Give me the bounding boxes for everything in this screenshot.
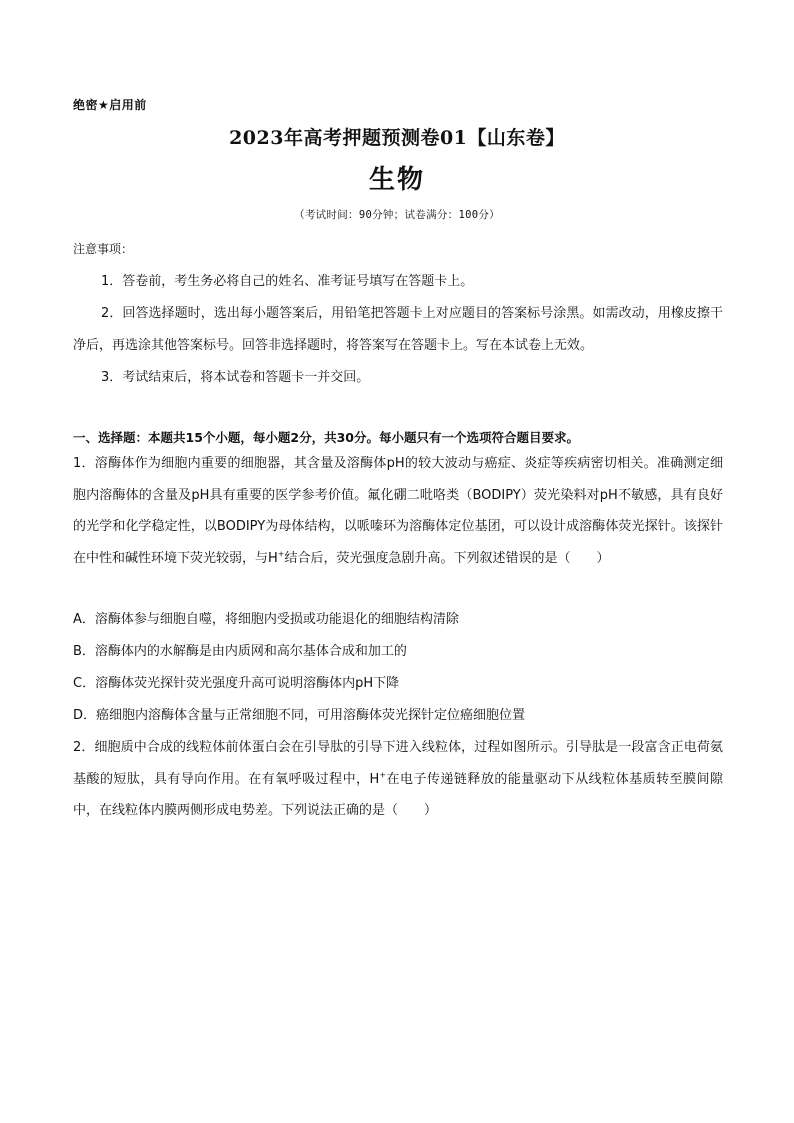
exam-title: 2023年高考押题预测卷01【山东卷】 <box>229 127 565 149</box>
question-1-option-c: C．溶酶体荧光探针荧光强度升高可说明溶酶体内pH下降 <box>73 676 400 691</box>
question-2-stem <box>73 732 723 827</box>
question-1-option-b: B．溶酶体内的水解酶是由内质网和高尔基体合成和加工的 <box>73 644 407 659</box>
note-item-2: 2．回答选择题时，选出每小题答案后，用铅笔把答题卡上对应题目的答案标号涂黑。如需改动，用橡皮擦干净后，再选涂其他答案标号。回答非选择题时，将答案写在答题卡上。写在本试卷上无效。 <box>73 306 723 353</box>
note-item-1: 1．答卷前，考生务必将自己的姓名、准考证号填写在答题卡上。 <box>101 274 474 289</box>
question-2-superscript: + <box>379 770 387 780</box>
question-1-stem-text-a: 1．溶酶体作为细胞内重要的细胞器，其含量及溶酶体pH的较大波动与癌症、炎症等疾病密切相关。准确测定细胞内溶酶体的含量及pH具有重要的医学参考价值。氟化硼二吡咯类（BODIPY）荧光染料对pH不敏感，具有良好的光学和化学稳定性，以BODIPY为母体结构，以哌嗪环为溶酶体定位基团，可以设计成溶酶体荧光探针。该探针在中性和碱性环境下荧光较弱，与H <box>73 456 723 566</box>
exam-info: （考试时间：90分钟；试卷满分：100分） <box>294 209 500 221</box>
question-2-stem-text-b: 在电子传递链释放的能量驱动下从线粒体基质转至膜间隙中，在线粒体内膜两侧形成电势差。下列说法正确的是（ ） <box>73 771 723 818</box>
question-1-superscript: + <box>277 549 285 559</box>
question-1-stem-text-b: 结合后，荧光强度急剧升高。下列叙述错误的是（ ） <box>284 550 610 566</box>
question-1-stem <box>73 448 723 574</box>
confidential-label: 绝密★启用前 <box>73 98 147 112</box>
section-heading: 一、选择题：本题共15个小题，每小题2分，共30分。每小题只有一个选项符合题目要求。 <box>73 430 579 445</box>
question-1-option-a: A．溶酶体参与细胞自噬，将细胞内受损或功能退化的细胞结构清除 <box>73 612 459 627</box>
question-1-option-d: D．癌细胞内溶酶体含量与正常细胞不同，可用溶酶体荧光探针定位癌细胞位置 <box>73 708 526 723</box>
notes-title: 注意事项： <box>73 242 134 256</box>
subject-title: 生物 <box>368 165 425 195</box>
note-item-3: 3．考试结束后，将本试卷和答题卡一并交回。 <box>101 370 370 385</box>
question-2-stem-text-a: 2．细胞质中合成的线粒体前体蛋白会在引导肽的引导下进入线粒体，过程如图所示。引导肽是一段富含正电荷氨基酸的短肽，具有导向作用。在有氧呼吸过程中，H <box>73 740 723 787</box>
